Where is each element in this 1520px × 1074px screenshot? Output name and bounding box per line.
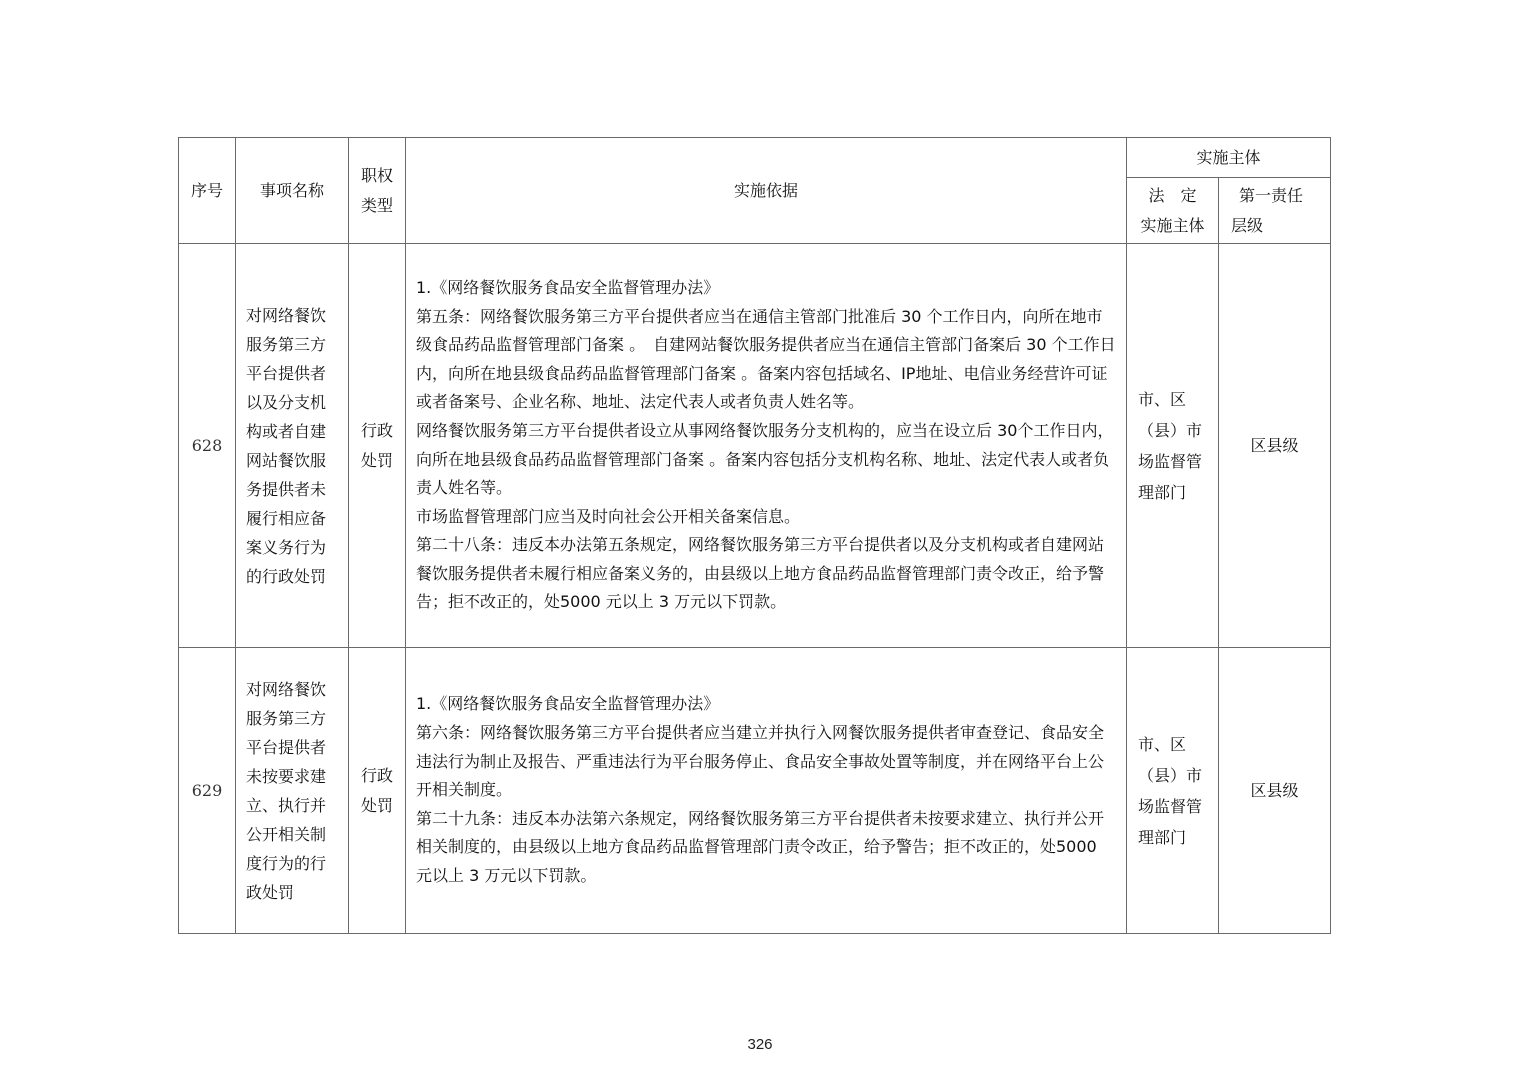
row-power-type-line2: 处罚 <box>360 795 393 815</box>
row-basis <box>406 244 1127 648</box>
row-basis <box>406 648 1127 934</box>
header-type <box>349 138 406 244</box>
row-power-type-line2: 处罚 <box>360 450 393 470</box>
row-level: 区县级 <box>1219 648 1331 934</box>
page-number: 326 <box>747 1036 773 1053</box>
row-power-type <box>349 648 406 934</box>
header-type-line1: 职权 <box>360 165 393 185</box>
basis-paragraph: 市场监督管理部门应当及时向社会公开相关备案信息。 <box>416 506 801 526</box>
header-level-line1: 第一责任 <box>1239 185 1304 205</box>
enforcement-items-table <box>178 137 1331 934</box>
header-legal-line2: 实施主体 <box>1140 215 1205 235</box>
header-level-line2: 层级 <box>1231 215 1264 235</box>
header-seq: 序号 <box>179 138 236 244</box>
row-level: 区县级 <box>1219 244 1331 648</box>
row-seq: 628 <box>179 244 236 648</box>
table-row <box>179 244 1331 648</box>
row-item-name: 对网络餐饮服务第三方平台提供者未按要求建立、执行并公开相关制度行为的行政处罚 <box>236 648 349 934</box>
table-row <box>179 648 1331 934</box>
header-name: 事项名称 <box>236 138 349 244</box>
header-basis: 实施依据 <box>406 138 1127 244</box>
basis-paragraph: 第二十八条：违反本办法第五条规定，网络餐饮服务第三方平台提供者以及分支机构或者自建网站餐饮服务提供者未履行相应备案义务的，由县级以上地方食品药品监督管理部门责令改正，给予警告；拒不改正的，处5000 元以上 3 万元以下罚款。 <box>416 535 1105 612</box>
header-legal-subject <box>1127 178 1219 244</box>
header-type-line2: 类型 <box>360 195 393 215</box>
header-level <box>1219 178 1331 244</box>
row-power-type-line1: 行政 <box>360 420 393 440</box>
basis-paragraph: 第二十九条：违反本办法第六条规定，网络餐饮服务第三方平台提供者未按要求建立、执行并公开相关制度的，由县级以上地方食品药品监督管理部门责令改正，给予警告；拒不改正的，处5000 元以上 3 万元以下罚款。 <box>416 808 1105 885</box>
basis-paragraph: 网络餐饮服务第三方平台提供者设立从事网络餐饮服务分支机构的，应当在设立后 30个工作日内，向所在地县级食品药品监督管理部门备案 。备案内容包括分支机构名称、地址、法定代表人或者负责人姓名等。 <box>416 420 1114 498</box>
basis-paragraph: 1.《网络餐饮服务食品安全监督管理办法》 <box>416 277 720 297</box>
row-legal-body: 市、区（县）市场监督管理部门 <box>1127 648 1219 934</box>
row-power-type <box>349 244 406 648</box>
row-item-name: 对网络餐饮服务第三方平台提供者以及分支机构或者自建网站餐饮服务提供者未履行相应备案义务行为的行政处罚 <box>236 244 349 648</box>
basis-paragraph: 第五条：网络餐饮服务第三方平台提供者应当在通信主管部门批准后 30 个工作日内，向所在地市级食品药品监督管理部门备案 。 自建网站餐饮服务提供者应当在通信主管部门备案后 30 个工作日内，向所在地县级食品药品监督管理部门备案 。备案内容包括域名、IP地址、电信业务经营许可证或者备案号、企业名称、地址、法定代表人或者负责人姓名等。 <box>416 306 1116 412</box>
row-legal-body: 市、区（县）市场监督管理部门 <box>1127 244 1219 648</box>
header-subject: 实施主体 <box>1127 138 1331 178</box>
row-power-type-line1: 行政 <box>360 765 393 785</box>
basis-paragraph: 1.《网络餐饮服务食品安全监督管理办法》 <box>416 694 720 714</box>
header-legal-line1: 法 定 <box>1148 185 1197 205</box>
row-seq: 629 <box>179 648 236 934</box>
basis-paragraph: 第六条：网络餐饮服务第三方平台提供者应当建立并执行入网餐饮服务提供者审查登记、食品安全违法行为制止及报告、严重违法行为平台服务停止、食品安全事故处置等制度，并在网络平台上公开相关制度。 <box>416 723 1105 800</box>
